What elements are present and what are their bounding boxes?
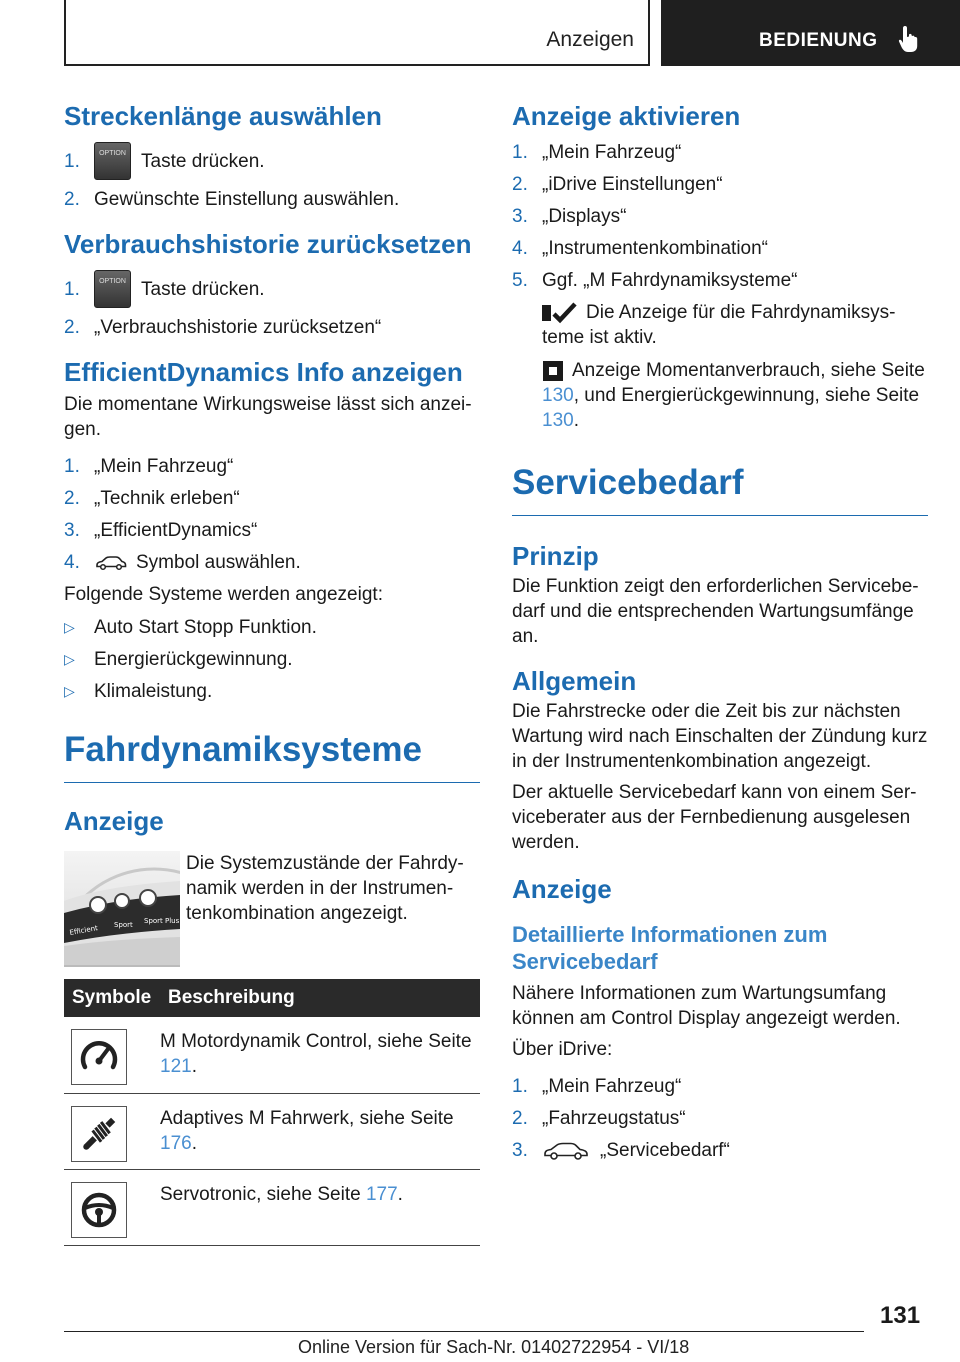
car-service-icon [542, 1141, 590, 1161]
mode-label-sport-plus: Sport Plus [144, 917, 180, 925]
heading-servicebedarf: Servicebedarf [512, 461, 928, 516]
car-efficient-icon [94, 554, 128, 572]
table-row: Adaptives M Fahrwerk, siehe Seite 176. [64, 1093, 480, 1169]
list-item: 3. „Displays“ [512, 206, 627, 227]
list-item: 2. „Verbrauchshistorie zurücksetzen“ [64, 317, 382, 338]
steps-aktivieren [512, 140, 928, 293]
option-button-icon: OPTION [94, 270, 131, 308]
steps-efficient [64, 454, 480, 575]
steps-streckenlaenge [64, 142, 480, 212]
heading-verbrauch: Verbrauchshistorie zurücksetzen [64, 229, 472, 259]
heading-streckenlaenge: Streckenlänge auswählen [64, 101, 382, 131]
heading-allgemein: Allgemein [512, 666, 637, 696]
list-item: 1. „Mein Fahrzeug“ [512, 142, 682, 163]
heading-anzeige-left: Anzeige [64, 806, 164, 836]
list-item: 5. Ggf. „M Fahrdynamiksysteme“ [512, 270, 798, 291]
list-item: ▷ Energierückgewinnung. [64, 649, 293, 670]
page-link-130-a[interactable]: 130 [542, 385, 574, 406]
list-item: 2. „iDrive Einstellungen“ [512, 174, 723, 195]
page-number: 131 [880, 1302, 921, 1329]
box-note: Anzeige Momentanverbrauch, siehe Seite 130, und Energierückgewinnung, siehe Seite 130. [542, 360, 925, 431]
list-item: 1. „Mein Fahrzeug“ [64, 456, 234, 477]
hand-pointer-icon [897, 24, 921, 54]
motor-dynamics-icon [71, 1029, 127, 1085]
instrument-cluster-graphic [64, 851, 180, 967]
list-item: 2. „Technik erleben“ [64, 488, 240, 509]
header-chapter-box [661, 0, 960, 66]
heading-detail: Detaillierte Informationen zum Servicebedarf [512, 922, 828, 974]
footer-text: Online Version für Sach-Nr. 01402722954 - VI/18 [298, 1337, 690, 1357]
page-link-176[interactable]: 176 [160, 1132, 192, 1154]
list-item: 3. „Servicebedarf“ [512, 1140, 730, 1161]
list-item: 1. OPTION Taste drücken. [64, 270, 480, 308]
table-row: Servotronic, siehe Seite 177. [64, 1169, 480, 1245]
box-unchecked-icon [542, 360, 564, 382]
mode-label-efficient: Efficient [68, 924, 99, 937]
list-item: 3. „EfficientDynamics“ [64, 520, 258, 541]
efficient-intro: Die momentane Wirkungsweise lässt sich anzeigen. [64, 394, 472, 440]
left-column [64, 100, 480, 1246]
detail-text: Nähere Informationen zum Wartungsumfang können am Control Display angezeigt werden. [512, 983, 901, 1029]
option-button-icon: OPTION [94, 142, 131, 180]
mode-label-sport: Sport [114, 921, 133, 929]
efficient-list-intro: Folgende Systeme werden angezeigt: [64, 584, 383, 605]
suspension-icon [71, 1106, 127, 1162]
page-link-130-b[interactable]: 130 [542, 410, 574, 431]
list-item: 1. OPTION Taste drücken. [64, 142, 480, 180]
steps-verbrauch [64, 270, 480, 340]
header-chapter-title: BEDIENUNG [759, 30, 878, 51]
list-item: 1. „Mein Fahrzeug“ [512, 1076, 682, 1097]
heading-anzeige-right: Anzeige [512, 874, 612, 904]
list-item: ▷ Klimaleistung. [64, 681, 213, 702]
table-header-row [64, 979, 480, 1017]
list-item: ▷ Auto Start Stopp Funktion. [64, 617, 317, 638]
heading-efficientdynamics: EfficientDynamics Info anzeigen [64, 357, 463, 387]
symbol-table [64, 979, 480, 1246]
table-row: M Motordynamik Control, siehe Seite 121. [64, 1017, 480, 1093]
steps-servicebedarf [512, 1074, 928, 1163]
anzeige-description: Die Systemzustände der Fahrdynamik werden in der Instrumentenkombination angezeigt. [186, 853, 464, 924]
page-link-121[interactable]: 121 [160, 1056, 192, 1077]
list-item: 4. „Instrumentenkombination“ [512, 238, 768, 259]
footer-rule [64, 1331, 864, 1332]
allgemein-text-2: Der aktuelle Servicebedarf kann von einem Serviceberater aus der Fernbedienung ausgelesen werden. [512, 782, 917, 853]
bullets-efficient [64, 615, 480, 704]
page-link-177[interactable]: 177 [365, 1183, 398, 1205]
right-column [512, 100, 928, 1170]
page-header [0, 0, 960, 66]
heading-prinzip: Prinzip [512, 541, 599, 571]
anzeige-row [64, 851, 480, 967]
instrument-cluster-image [64, 851, 180, 967]
heading-fahrdynamik: Fahrdynamiksysteme [64, 728, 480, 783]
checkmark-icon [542, 302, 578, 324]
check-note: Die Anzeige für die Fahrdynamiksysteme ist aktiv. [542, 302, 896, 348]
heading-anzeige-aktivieren: Anzeige aktivieren [512, 101, 741, 131]
header-section-box [64, 0, 650, 66]
list-item: 2. Gewünschte Einstellung auswählen. [64, 189, 400, 210]
steering-wheel-icon [71, 1182, 127, 1238]
idrive-label: Über iDrive: [512, 1039, 613, 1060]
table-header-beschreibung: Beschreibung [160, 979, 480, 1017]
table-header-symbole: Symbole [64, 979, 160, 1017]
prinzip-text: Die Funktion zeigt den erforderlichen Servicebedarf und die entsprechenden Wartungsumfänge an. [512, 576, 919, 647]
header-section-title: Anzeigen [546, 28, 634, 51]
allgemein-text-1: Die Fahrstrecke oder die Zeit bis zur nächsten Wartung wird nach Einschalten der Zündung kurz in der Instrumentenkombination angezeigt. [512, 701, 928, 772]
list-item: 2. „Fahrzeugstatus“ [512, 1108, 686, 1129]
list-item: 4. Symbol auswählen. [64, 552, 301, 573]
